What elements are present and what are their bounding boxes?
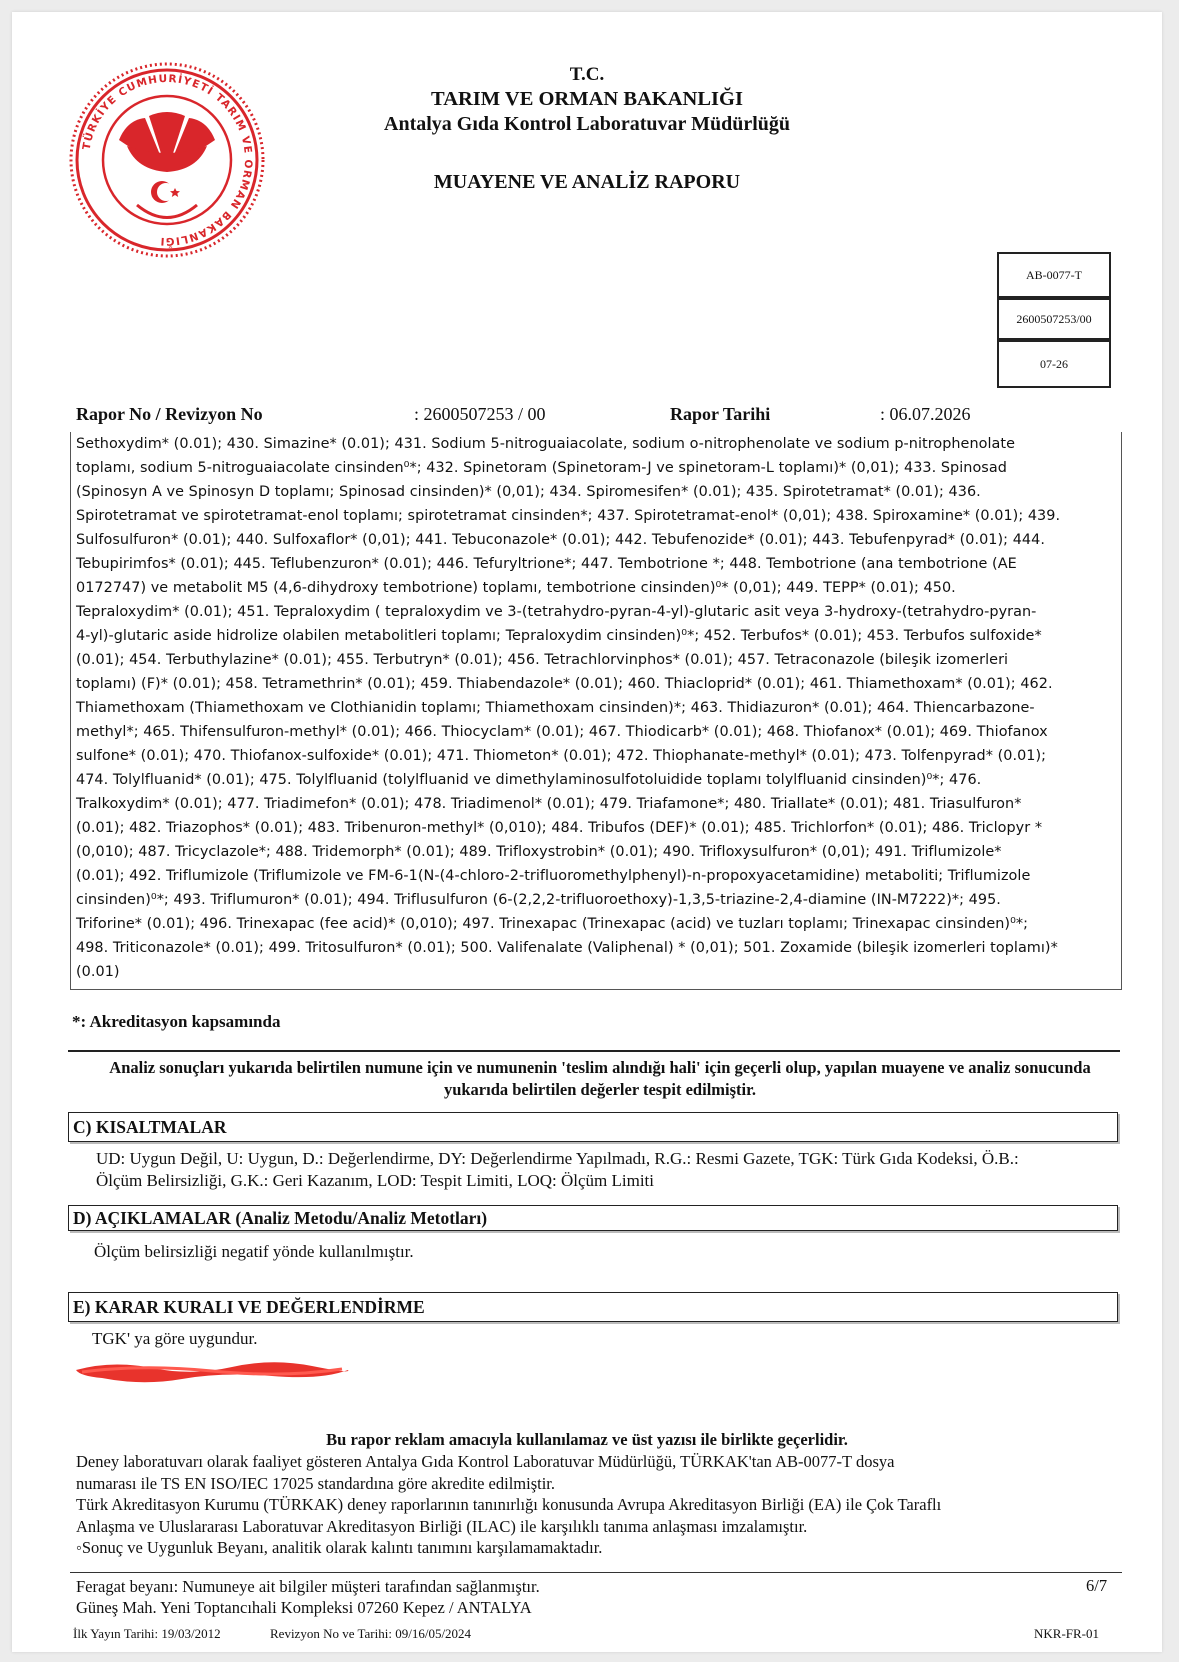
footer-line: Türk Akreditasyon Kurumu (TÜRKAK) deney raporlarının tanınırlığı konusunda Avrupa Akreditasyon Birliği (EA) ile Çok Taraflı <box>76 1495 942 1514</box>
footer-line: Anlaşma ve Uluslararası Laboratuvar Akreditasyon Birliği (ILAC) ile karşılıklı tanıma anlaşması imzalamıştır. <box>76 1516 808 1536</box>
result-line: Spirotetramat ve spirotetramat-enol toplamı; spirotetramat cinsinden*; 437. Spirotetramat-enol* (0,01); 438. Spiroxamine* (0.01); 439. <box>76 508 1061 524</box>
revision-info: Revizyon No ve Tarihi: 09/16/05/2024 <box>270 1626 472 1641</box>
result-line: Sethoxydim* (0.01); 430. Simazine* (0.01); 431. Sodium 5-nitroguaiacolate, sodium o-nitrophenolate ve sodium p-nitrophenolate <box>76 436 1015 452</box>
analysis-results-box <box>70 432 1122 990</box>
result-line: Tralkoxydim* (0.01); 477. Triadimefon* (0.01); 478. Triadimenol* (0.01); 479. Triafamone*; 480. Triallate* (0.01); 481. Triasulfuron* <box>76 796 1022 812</box>
result-line: toplamı) (F)* (0.01); 458. Tetramethrin* (0.01); 459. Thiabendazole* (0.01); 460. Thiacloprid* (0.01); 461. Thiamethoxam* (0.01); 462. <box>76 676 1053 692</box>
report-no-label: Rapor No / Revizyon No <box>76 404 263 424</box>
result-line: cinsinden)⁰*; 493. Triflumuron* (0.01); 494. Triflusulfuron (6-(2,2,2-trifluoroethoxy)-1,3,5-triazine-2,4-diamine (IN-M7222)*; 495. <box>76 892 1001 908</box>
result-line: (0.01); 482. Triazophos* (0.01); 483. Tribenuron-methyl* (0,010); 484. Tribufos (DEF)* (0.01); 485. Trichlorfon* (0.01); 486. Triclopyr * <box>76 820 1043 836</box>
result-line: (0.01); 454. Terbuthylazine* (0.01); 455. Terbutryn* (0.01); 456. Tetrachlorvinphos* (0.01); 457. Tetraconazole (bileşik izomerleri <box>76 652 1009 668</box>
result-line: Thiamethoxam (Thiamethoxam ve Clothianidin toplamı; Thiamethoxam cinsinden)*; 463. Thidiazuron* (0.01); 464. Thiencarbazone- <box>76 700 1035 716</box>
accreditation-code-box: AB-0077-T <box>997 252 1111 298</box>
header-ministry: TARIM VE ORMAN BAKANLIĞI <box>431 88 743 110</box>
result-line: 4-yl)-glutaric aside hidrolize olabilen metabolitleri toplamı; Tepraloxydim cinsinden)⁰*; 452. Terbufos* (0.01); 453. Terbufos sulfoxide* <box>76 628 1042 644</box>
accreditation-note: *: Akreditasyon kapsamında <box>72 1012 281 1031</box>
section-d-heading: D) AÇIKLAMALAR (Analiz Metodu/Analiz Metotları) <box>68 1205 1118 1231</box>
result-line: 498. Triticonazole* (0.01); 499. Tritosulfuron* (0.01); 500. Valifenalate (Valiphenal) * (0,01); 501. Zoxamide (bileşik izomerleri toplamı)* <box>76 940 1058 956</box>
report-code-box: 2600507253/00 <box>997 298 1111 340</box>
first-publication-date: İlk Yayın Tarihi: 19/03/2012 <box>73 1626 221 1641</box>
footer-accreditation-text <box>76 1451 1136 1559</box>
section-d-body: Ölçüm belirsizliği negatif yönde kullanılmıştır. <box>94 1242 414 1261</box>
result-line: (0,010); 487. Tricyclazole*; 488. Tridemorph* (0.01); 489. Trifloxystrobin* (0.01); 490. Trifloxysulfuron* (0,01); 491. Triflumizole* <box>76 844 1002 860</box>
divider <box>68 1050 1120 1052</box>
result-line: Tepraloxydim* (0.01); 451. Tepraloxydim ( tepraloxydim ve 3-(tetrahydro-pyran-4-yl)-glutaric asit veya 3-hydroxy-(tetrahydro-pyran- <box>76 604 1037 620</box>
redaction-mark <box>72 1358 352 1384</box>
report-date-label: Rapor Tarihi <box>670 404 771 424</box>
result-line: methyl*; 465. Thifensulfuron-methyl* (0.01); 466. Thiocyclam* (0.01); 467. Thiodicarb* (0.01); 468. Thiofanox* (0.01); 469. Thiofanox <box>76 724 1048 740</box>
section-e-heading: E) KARAR KURALI VE DEĞERLENDİRME <box>68 1292 1118 1322</box>
validity-notice: Analiz sonuçları yukarıda belirtilen numune için ve numunenin 'teslim alındığı hali' için geçerli olup, yapılan muayene ve analiz sonucunda yukarıda belirtilen değerler tespit edilmiştir. <box>109 1058 1091 1099</box>
result-line: Tebupirimfos* (0.01); 445. Teflubenzuron* (0.01); 446. Tefuryltrione*; 447. Tembotrione *; 448. Tembotrione (ana tembotrione (AE <box>76 556 1017 572</box>
footer-line: numarası ile TS EN ISO/IEC 17025 standardına göre akredite edilmiştir. <box>76 1473 556 1493</box>
section-c-heading: C) KISALTMALAR <box>68 1112 1118 1142</box>
result-line: 474. Tolylfluanid* (0.01); 475. Tolylfluanid (tolylfluanid ve dimethylaminosulfotoluidide toplamı tolylfluanid cinsinden)⁰*; 476. <box>76 772 982 788</box>
report-date-value: : 06.07.2026 <box>880 404 971 424</box>
page-number: 6/7 <box>1086 1576 1108 1595</box>
result-line: (Spinosyn A ve Spinosyn D toplamı; Spinosad cinsinden)* (0,01); 434. Spiromesifen* (0.01); 435. Spirotetramat* (0.01); 436. <box>76 484 981 500</box>
footer-address: Güneş Mah. Yeni Toptancıhali Kompleksi 07260 Kepez / ANTALYA <box>76 1598 532 1617</box>
svg-text:TÜRKİYE CUMHURİYETİ TARIM VE O: TÜRKİYE CUMHURİYETİ TARIM VE ORMAN BAKANLIĞI <box>80 72 255 248</box>
result-line: toplamı, sodium 5-nitroguaiacolate cinsinden⁰*; 432. Spinetoram (Spinetoram-J ve spinetoram-L toplamı)* (0,01); 433. Spinosad <box>76 460 1007 476</box>
report-no-value: : 2600507253 / 00 <box>414 404 546 424</box>
footer-line: Deney laboratuvarı olarak faaliyet gösteren Antalya Gıda Kontrol Laboratuvar Müdürlüğü, TÜRKAK'tan AB-0077-T dosya <box>76 1452 895 1471</box>
result-line: (0.01) <box>76 964 120 980</box>
footer-divider <box>70 1572 1122 1573</box>
footer-line: ◦Sonuç ve Uygunluk Beyanı, analitik olarak kalıntı tanımını karşılamamaktadır. <box>76 1538 603 1557</box>
period-code-box: 07-26 <box>997 340 1111 388</box>
result-line: 0172747) ve metabolit M5 (4,6-dihydroxy tembotrione) toplamı, tembotrione cinsinden)⁰* (0,01); 449. TEPP* (0.01); 450. <box>76 580 956 596</box>
report-title: MUAYENE VE ANALİZ RAPORU <box>433 171 741 193</box>
form-code: NKR-FR-01 <box>1034 1626 1100 1641</box>
section-c-body: UD: Uygun Değil, U: Uygun, D.: Değerlendirme, DY: Değerlendirme Yapılmadı, R.G.: Resmi Gazete, TGK: Türk Gıda Kodeksi, Ö.B.: Ölçüm Belirsizliği, G.K.: Geri Kazanım, LOD: Tespit Limiti, LOQ: Ölçüm Limiti <box>96 1149 1019 1190</box>
section-e-body: TGK' ya göre uygundur. <box>92 1329 258 1348</box>
result-line: sulfone* (0.01); 470. Thiofanox-sulfoxide* (0.01); 471. Thiometon* (0.01); 472. Thiophanate-methyl* (0.01); 473. Tolfenpyrad* (0.01); <box>76 748 1047 764</box>
result-line: Triforine* (0.01); 496. Trinexapac (fee acid)* (0,010); 497. Trinexapac (Trinexapac (acid) ve tuzları toplamı; Trinexapac cinsinden)⁰*; <box>76 916 1029 932</box>
result-line: (0.01); 492. Triflumizole (Triflumizole ve FM-6-1(N-(4-chloro-2-trifluoromethylphenyl)-n-propoxyacetamidine) metaboliti; Triflumizole <box>76 868 1031 884</box>
report-page <box>12 12 1162 1652</box>
footer-usage-note: Bu rapor reklam amacıyla kullanılamaz ve üst yazısı ile birlikte geçerlidir. <box>326 1430 848 1449</box>
footer-disclaimer: Feragat beyanı: Numuneye ait bilgiler müşteri tarafından sağlanmıştır. <box>76 1577 540 1596</box>
header-tc: T.C. <box>569 64 605 85</box>
header-laboratory: Antalya Gıda Kontrol Laboratuvar Müdürlüğü <box>384 113 790 135</box>
result-line: Sulfosulfuron* (0.01); 440. Sulfoxaflor* (0,01); 441. Tebuconazole* (0.01); 442. Tebufenozide* (0.01); 443. Tebufenpyrad* (0.01); 444. <box>76 532 1045 548</box>
